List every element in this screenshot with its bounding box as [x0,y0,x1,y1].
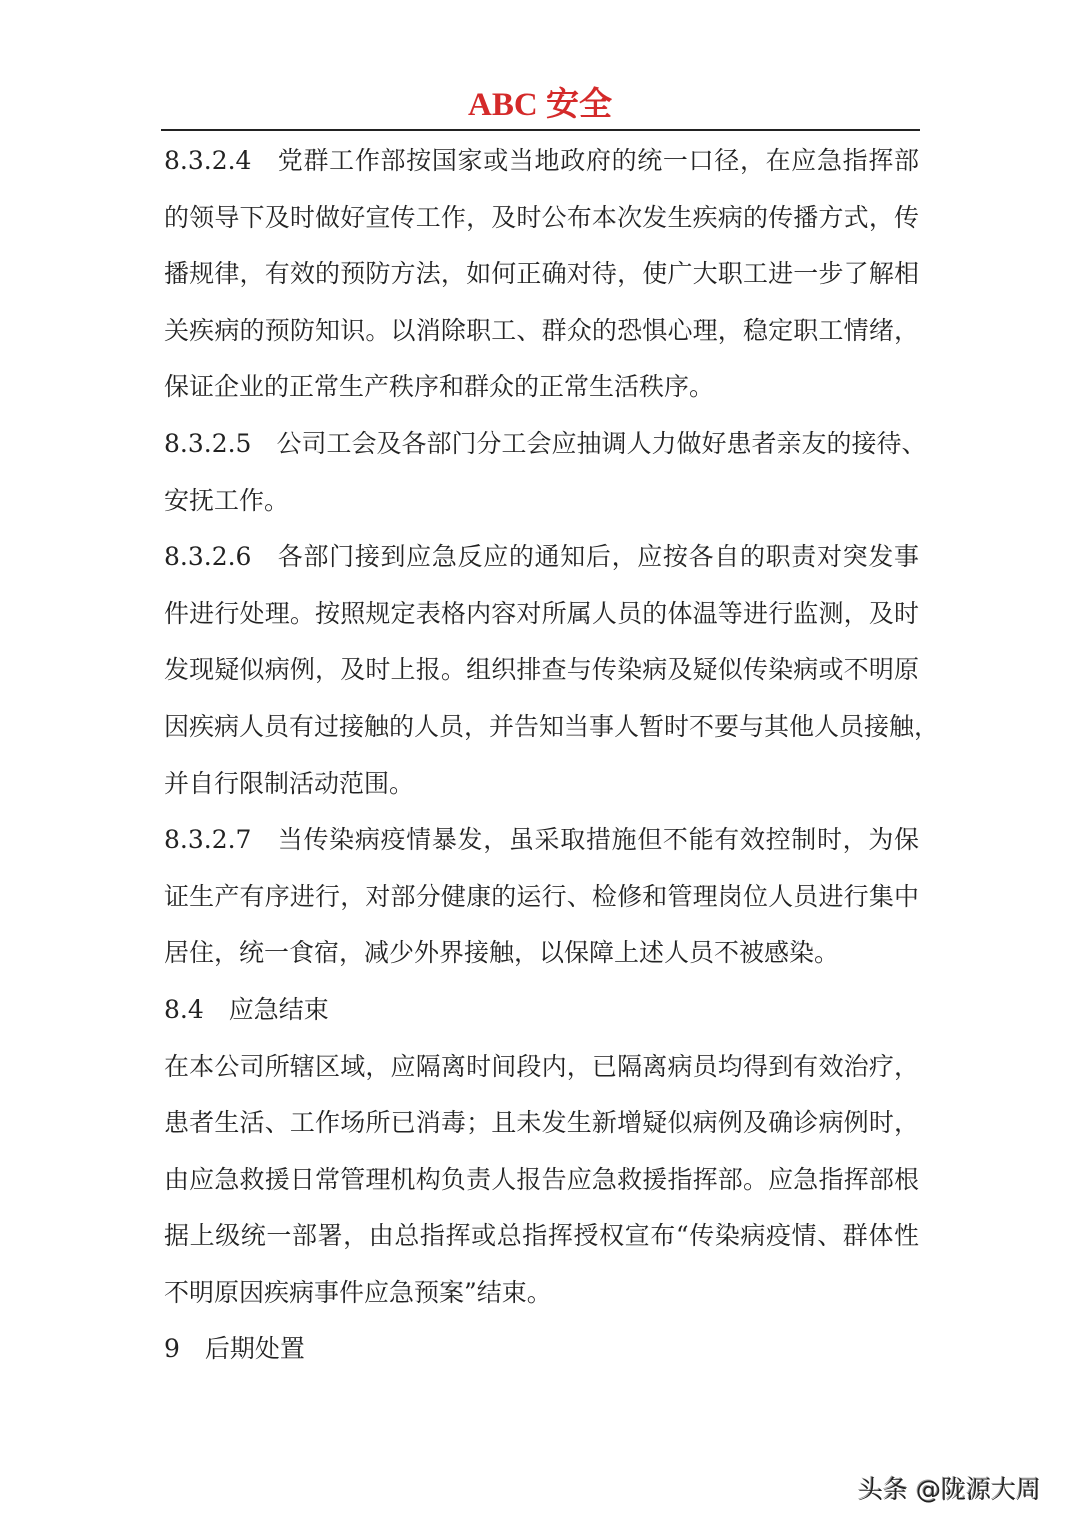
text-line: 8.3.2.7 当传染病疫情暴发，虽采取措施但不能有效控制时，为保 [164,825,919,855]
text-line: 8.4 应急结束 [164,994,329,1024]
header-divider [161,129,920,131]
text-line: 据上级统一部署，由总指挥或总指挥授权宣布“传染病疫情、群体性 [164,1221,919,1251]
text-line: 8.3.2.4 党群工作部按国家或当地政府的统一口径，在应急指挥部 [164,146,919,175]
text-line: 由应急救援日常管理机构负责人报告应急救援指挥部。应急指挥部根 [164,1164,919,1194]
document-body [164,142,940,1387]
document-header-title: ABC 安全 [468,87,612,123]
text-line: 患者生活、工作场所已消毒；且未发生新增疑似病例及确诊病例时， [164,1108,919,1138]
text-line: 9 后期处置 [164,1334,305,1364]
text-line: 的领导下及时做好宣传工作，及时公布本次发生疾病的传播方式，传 [164,202,919,232]
text-line: 8.3.2.6 各部门接到应急反应的通知后，应按各自的职责对突发事 [164,542,919,572]
paragraph [164,991,919,1048]
text-line: 8.3.2.5 公司工会及各部门分工会应抽调人力做好患者亲友的接待、 [164,428,927,458]
paragraph [164,425,927,538]
paragraph [164,142,919,425]
text-line: 并自行限制活动范围。 [164,768,415,798]
text-line: 件进行处理。按照规定表格内容对所属人员的体温等进行监测，及时 [164,598,919,628]
paragraph [164,821,919,991]
text-line: 保证企业的正常生产秩序和群众的正常生活秩序。 [164,372,715,402]
text-line: 证生产有序进行，对部分健康的运行、检修和管理岗位人员进行集中 [164,881,919,911]
paragraph [164,538,940,821]
paragraph [164,1330,919,1387]
text-line: 不明原因疾病事件应急预案”结束。 [164,1277,552,1307]
watermark: 头条 @陇源大周 [858,1475,1041,1504]
text-line: 居住，统一食宿，减少外界接触，以保障上述人员不被感染。 [164,938,840,968]
text-line: 关疾病的预防知识。以消除职工、群众的恐惧心理，稳定职工情绪， [164,315,919,345]
text-line: 发现疑似病例，及时上报。组织排查与传染病及疑似传染病或不明原 [164,655,919,685]
paragraph [164,1048,919,1331]
text-line: 在本公司所辖区域，应隔离时间段内，已隔离病员均得到有效治疗， [164,1051,919,1081]
text-line: 播规律，有效的预防方法，如何正确对待，使广大职工进一步了解相 [164,259,919,289]
text-line: 安抚工作。 [164,485,290,515]
text-line: 因疾病人员有过接触的人员，并告知当事人暂时不要与其他人员接触， [164,711,940,741]
